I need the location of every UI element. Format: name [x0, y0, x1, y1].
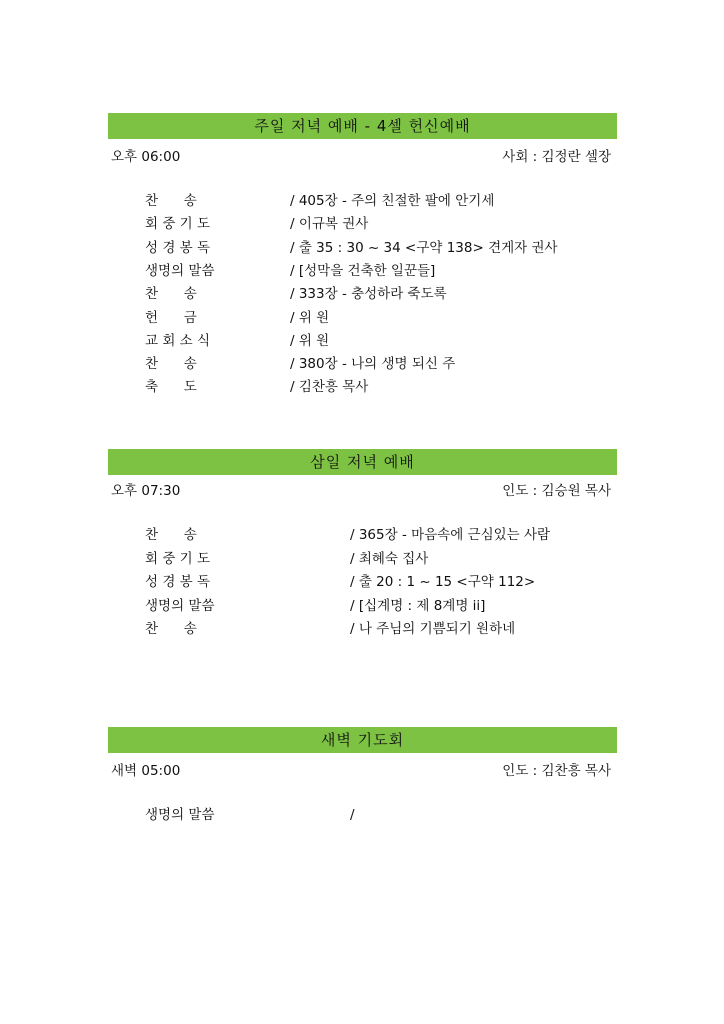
order-row	[0, 330, 724, 352]
order-label: 성 경 봉 독	[145, 574, 211, 590]
order-value: / 출 35 : 30 ~ 34 <구약 138> 견게자 권사	[290, 239, 558, 256]
order-row	[0, 213, 724, 235]
order-label: 회 중 기 도	[145, 550, 211, 567]
order-label: 회 중 기 도	[145, 216, 211, 233]
order-value: / [십계명 : 제 8계명 ii]	[350, 597, 486, 614]
order-label: 생명의 말씀	[145, 807, 215, 823]
order-label: 교 회 소 식	[145, 332, 211, 349]
order-label: 축 도	[145, 379, 197, 396]
service1-time: 오후 06:00	[111, 149, 181, 165]
order-value: / 405장 - 주의 친절한 팔에 안기세	[290, 193, 495, 209]
order-value: / 김찬흥 목사	[290, 379, 369, 396]
order-label: 성 경 봉 독	[145, 239, 211, 256]
order-row	[0, 190, 724, 212]
order-row	[0, 353, 724, 375]
order-row	[0, 260, 724, 282]
service2-banner	[108, 449, 617, 475]
service1-leader: 사회 : 김정란 셀장	[502, 149, 611, 165]
order-row	[0, 283, 724, 305]
order-label: 찬 송	[145, 527, 197, 543]
order-value: /	[350, 807, 355, 823]
order-label: 찬 송	[145, 356, 197, 373]
service3-title: 새벽 기도회	[108, 727, 617, 753]
order-value: / 380장 - 나의 생명 되신 주	[290, 356, 456, 373]
service3-leader: 인도 : 김찬흥 목사	[502, 763, 611, 779]
order-label: 생명의 말씀	[145, 597, 215, 614]
order-row	[0, 571, 724, 593]
service2-leader: 인도 : 김승원 목사	[502, 483, 611, 499]
order-row	[0, 595, 724, 617]
order-label: 찬 송	[145, 286, 197, 303]
order-row	[0, 804, 724, 826]
service3-meta	[111, 759, 611, 779]
service2-title: 삼일 저녁 예배	[108, 449, 617, 475]
order-label: 생명의 말씀	[145, 262, 215, 279]
service3-time: 새벽 05:00	[111, 763, 181, 779]
order-label: 헌 금	[145, 309, 197, 326]
order-row	[0, 307, 724, 329]
service1-banner	[108, 113, 617, 139]
order-row	[0, 376, 724, 398]
service2-meta	[111, 479, 611, 499]
order-value: / 위 원	[290, 309, 330, 326]
service3-banner	[108, 727, 617, 753]
order-value: / 최혜숙 집사	[350, 550, 429, 567]
order-row	[0, 237, 724, 259]
order-value: / 출 20 : 1 ~ 15 <구약 112>	[350, 574, 536, 590]
order-label: 찬 송	[145, 621, 197, 637]
service1-title: 주일 저녁 예배 - 4셀 헌신예배	[108, 113, 617, 139]
order-value: / 333장 - 충성하라 죽도록	[290, 286, 447, 303]
order-value: / 위 원	[290, 332, 330, 349]
order-value: / 나 주님의 기쁨되기 원하네	[350, 621, 516, 637]
service1-meta	[111, 145, 611, 165]
order-value: / 이규복 권사	[290, 216, 369, 233]
order-row	[0, 524, 724, 546]
order-row	[0, 618, 724, 640]
order-row	[0, 548, 724, 570]
order-value: / [성막을 건축한 일꾼들]	[290, 262, 436, 279]
order-value: / 365장 - 마음속에 근심있는 사람	[350, 527, 551, 543]
order-label: 찬 송	[145, 193, 197, 209]
service2-time: 오후 07:30	[111, 483, 181, 499]
